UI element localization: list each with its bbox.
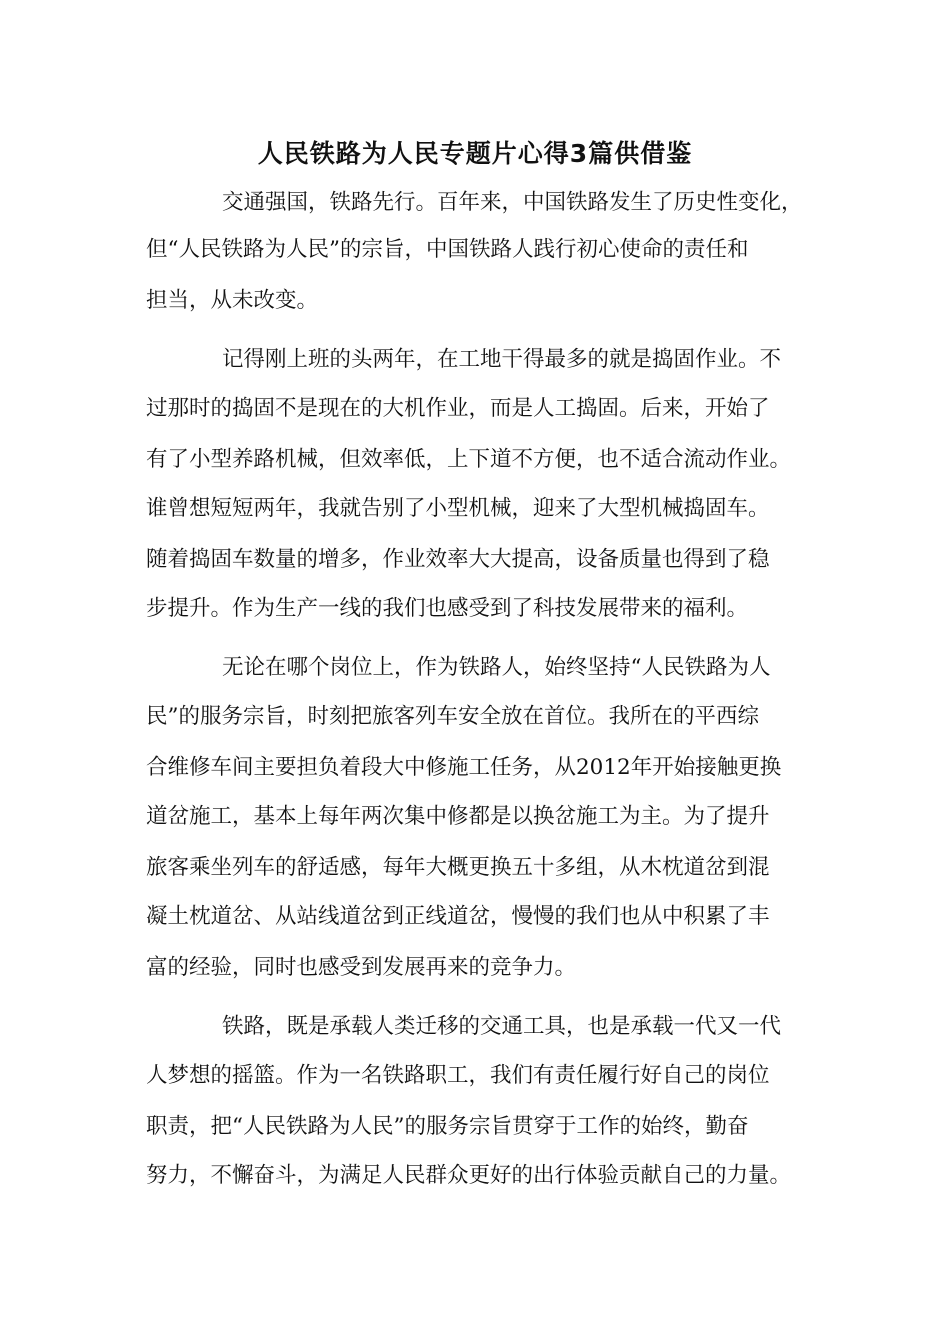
paragraph-2-line-6: 步提升。作为生产一线的我们也感受到了科技发展带来的福利。 bbox=[146, 596, 749, 621]
document-title: 人民铁路为人民专题片心得3篇供借鉴 bbox=[257, 139, 693, 168]
paragraph-2-line-1: 记得刚上班的头两年，在工地干得最多的就是捣固作业。不 bbox=[222, 347, 782, 372]
paragraph-2-line-2: 过那时的捣固不是现在的大机作业，而是人工捣固。后来，开始了 bbox=[146, 396, 770, 421]
paragraph-4-line-3: 职责，把“人民铁路为人民”的服务宗旨贯穿于工作的始终，勤奋 bbox=[146, 1114, 749, 1139]
paragraph-1-line-1: 交通强国，铁路先行。百年来，中国铁路发生了历史性变化， bbox=[222, 190, 803, 215]
paragraph-4-line-4: 努力，不懈奋斗，为满足人民群众更好的出行体验贡献自己的力量。 bbox=[146, 1163, 792, 1188]
paragraph-3-line-3: 合维修车间主要担负着段大中修施工任务，从2012年开始接触更换 bbox=[146, 755, 782, 780]
paragraph-2-line-3: 有了小型养路机械，但效率低，上下道不方便，也不适合流动作业。 bbox=[146, 447, 792, 472]
paragraph-3-line-5: 旅客乘坐列车的舒适感，每年大概更换五十多组，从木枕道岔到混 bbox=[146, 855, 770, 880]
paragraph-1-line-3: 担当，从未改变。 bbox=[146, 288, 319, 313]
paragraph-3-line-6: 凝土枕道岔、从站线道岔到正线道岔，慢慢的我们也从中积累了丰 bbox=[146, 904, 770, 929]
paragraph-2-line-4: 谁曾想短短两年，我就告别了小型机械，迎来了大型机械捣固车。 bbox=[146, 496, 770, 521]
paragraph-4-line-1: 铁路，既是承载人类迁移的交通工具，也是承载一代又一代 bbox=[222, 1014, 782, 1039]
paragraph-2-line-5: 随着捣固车数量的增多，作业效率大大提高，设备质量也得到了稳 bbox=[146, 547, 770, 572]
paragraph-4-line-2: 人梦想的摇篮。作为一名铁路职工，我们有责任履行好自己的岗位 bbox=[146, 1063, 770, 1088]
paragraph-3-line-1: 无论在哪个岗位上，作为铁路人，始终坚持“人民铁路为人 bbox=[222, 655, 771, 680]
paragraph-3-line-2: 民”的服务宗旨，时刻把旅客列车安全放在首位。我所在的平西综 bbox=[146, 704, 759, 729]
paragraph-3-line-7: 富的经验，同时也感受到发展再来的竞争力。 bbox=[146, 955, 577, 980]
paragraph-3-line-4: 道岔施工，基本上每年两次集中修都是以换岔施工为主。为了提升 bbox=[146, 804, 770, 829]
paragraph-1-line-2: 但“人民铁路为人民”的宗旨，中国铁路人践行初心使命的责任和 bbox=[146, 237, 749, 262]
